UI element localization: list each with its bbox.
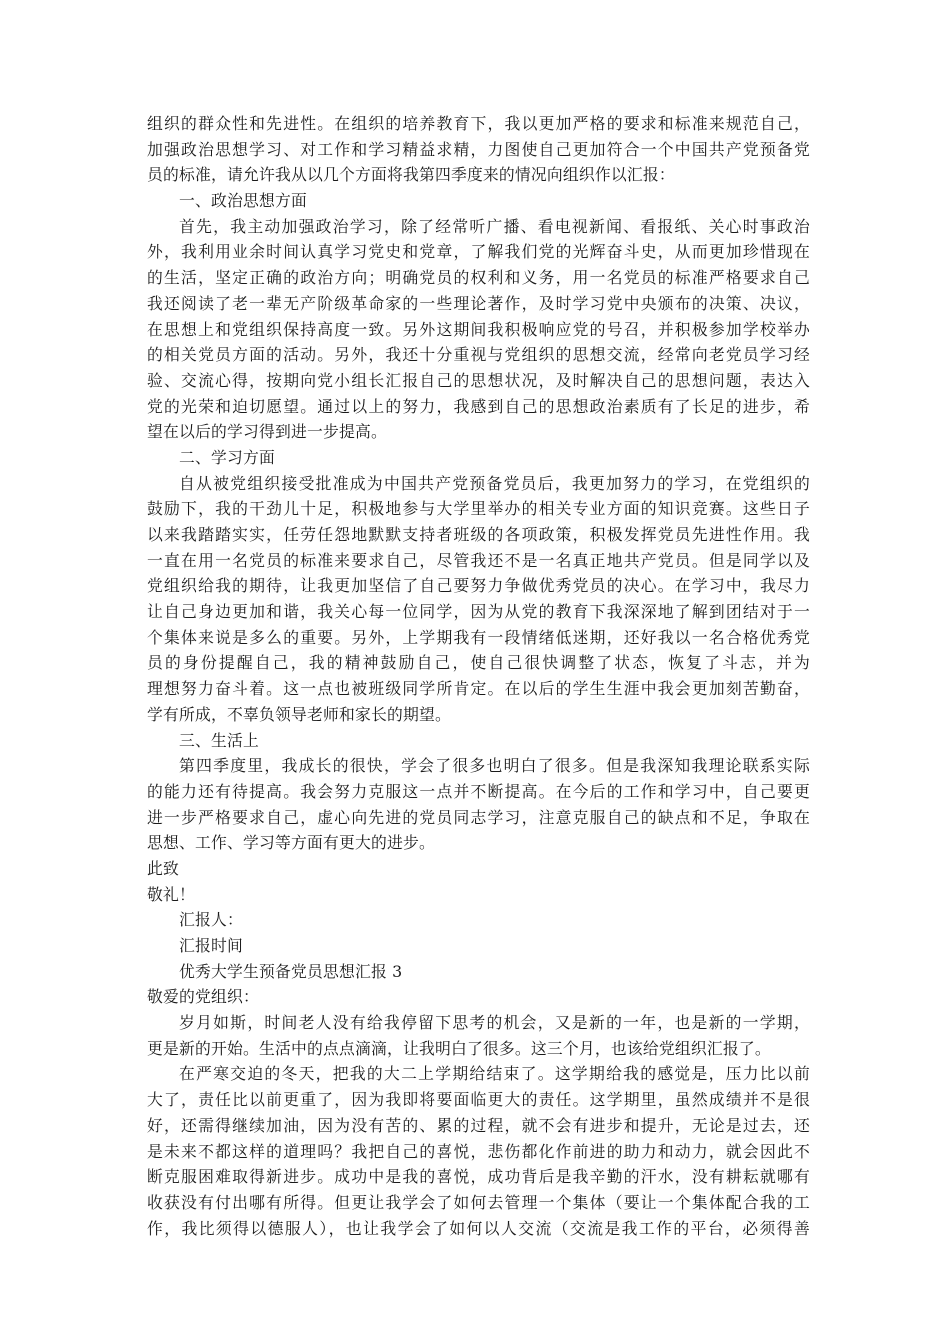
text-line: 员的标准，请允许我从以几个方面将我第四季度来的情况向组织作以汇报： — [147, 165, 675, 185]
text-line: 二、学习方面 — [179, 447, 275, 467]
text-line: 收获没有付出哪有所得。但更让我学会了如何去管理一个集体（要让一个集体配合我的工 — [147, 1192, 810, 1212]
text-line: 一、政治思想方面 — [179, 191, 307, 211]
text-line: 在思想上和党组织保持高度一致。另外这期间我积极响应党的号召，并积极参加学校举办 — [147, 319, 810, 339]
text-line: 第四季度里，我成长的很快，学会了很多也明白了很多。但是我深知我理论联系实际 — [179, 756, 810, 776]
text-line: 优秀大学生预备党员思想汇报 3 — [179, 961, 403, 981]
text-line: 学有所成，不辜负领导老师和家长的期望。 — [147, 704, 451, 724]
text-line: 岁月如斯，时间老人没有给我停留下思考的机会，又是新的一年，也是新的一学期， — [179, 1013, 810, 1033]
text-line: 作，我比须得以德服人），也让我学会了如何以人交流（交流是我工作的平台，必须得善 — [147, 1218, 810, 1238]
text-line: 外，我利用业余时间认真学习党史和党章，了解我们党的光辉奋斗史，从而更加珍惜现在 — [147, 242, 810, 262]
document-page — [147, 111, 810, 1241]
text-line: 自从被党组织接受批准成为中国共产党预备党员后，我更加努力的学习，在党组织的 — [179, 473, 810, 493]
text-line: 汇报人： — [179, 910, 243, 930]
text-line: 好，还需得继续加油，因为没有苦的、累的过程，就不会有进步和提升，无论是过去，还 — [147, 1115, 810, 1135]
text-line: 是未来不都这样的道理吗？我把自己的喜悦，悲伤都化作前进的助力和动力，就会因此不 — [147, 1141, 810, 1161]
text-line: 断克服困难取得新进步。成功中是我的喜悦，成功背后是我辛勤的汗水，没有耕耘就哪有 — [147, 1167, 810, 1187]
text-line: 更是新的开始。生活中的点点滴滴，让我明白了很多。这三个月，也该给党组织汇报了。 — [147, 1038, 771, 1058]
text-line: 此致 — [147, 858, 179, 878]
text-line: 三、生活上 — [179, 730, 259, 750]
text-line: 以来我踏踏实实，任劳任怨地默默支持者班级的各项政策，积极发挥党员先进性作用。我 — [147, 525, 810, 544]
text-line: 员的身份提醒自己，我的精神鼓励自己，使自己很快调整了状态，恢复了斗志，并为 — [147, 653, 810, 673]
text-line: 的相关党员方面的活动。另外，我还十分重视与党组织的思想交流，经常向老党员学习经 — [147, 345, 810, 365]
text-line: 党的光荣和迫切愿望。通过以上的努力，我感到自己的思想政治素质有了长足的进步，希 — [147, 396, 810, 416]
text-line: 思想、工作、学习等方面有更大的进步。 — [147, 833, 435, 853]
text-line: 党组织给我的期待，让我更加坚信了自己要努力争做优秀党员的决心。在学习中，我尽力 — [147, 576, 810, 596]
text-line: 首先，我主动加强政治学习，除了经常听广播、看电视新闻、看报纸、关心时事政治 — [179, 216, 810, 236]
text-line: 理想努力奋斗着。这一点也被班级同学所肯定。在以后的学生生涯中我会更加刻苦勤奋， — [147, 679, 810, 699]
text-line: 验、交流心得，按期向党小组长汇报自己的思想状况，及时解决自己的思想问题，表达入 — [147, 370, 810, 390]
text-line: 组织的群众性和先进性。在组织的培养教育下，我以更加严格的要求和标准来规范自己， — [147, 114, 810, 133]
text-line: 的能力还有待提高。我会努力克服这一点并不断提高。在今后的工作和学习中，自己要更 — [147, 781, 810, 801]
text-line: 一直在用一名党员的标准来要求自己，尽管我还不是一名真正地共产党员。但是同学以及 — [147, 550, 810, 570]
text-line: 大了，责任比以前更重了，因为我即将要面临更大的责任。这学期里，虽然成绩并不是很 — [147, 1090, 810, 1110]
text-line: 的生活，坚定正确的政治方向；明确党员的权利和义务，用一名党员的标准严格要求自己 — [147, 268, 810, 288]
text-line: 望在以后的学习得到进一步提高。 — [147, 422, 387, 442]
text-line: 鼓励下，我的干劲儿十足，积极地参与大学里举办的相关专业方面的知识竞赛。这些日子 — [147, 499, 810, 519]
text-line: 让自己身边更加和谐，我关心每一位同学，因为从党的教育下我深深地了解到团结对于一 — [147, 602, 810, 622]
text-line: 在严寒交迫的冬天，把我的大二上学期给结束了。这学期给我的感觉是，压力比以前 — [179, 1064, 810, 1084]
text-line: 敬礼！ — [147, 884, 195, 904]
text-line: 我还阅读了老一辈无产阶级革命家的一些理论著作，及时学习党中央颁布的决策、决议， — [147, 293, 810, 313]
text-line: 进一步严格要求自己，虚心向先进的党员同志学习，注意克服自己的缺点和不足，争取在 — [147, 807, 810, 827]
text-line: 汇报时间 — [179, 936, 243, 955]
text-line: 敬爱的党组织： — [147, 987, 259, 1007]
text-line: 个集体来说是多么的重要。另外，上学期我有一段情绪低迷期，还好我以一名合格优秀党 — [147, 627, 810, 647]
text-line: 加强政治思想学习、对工作和学习精益求精，力图使自己更加符合一个中国共产党预备党 — [147, 139, 810, 159]
